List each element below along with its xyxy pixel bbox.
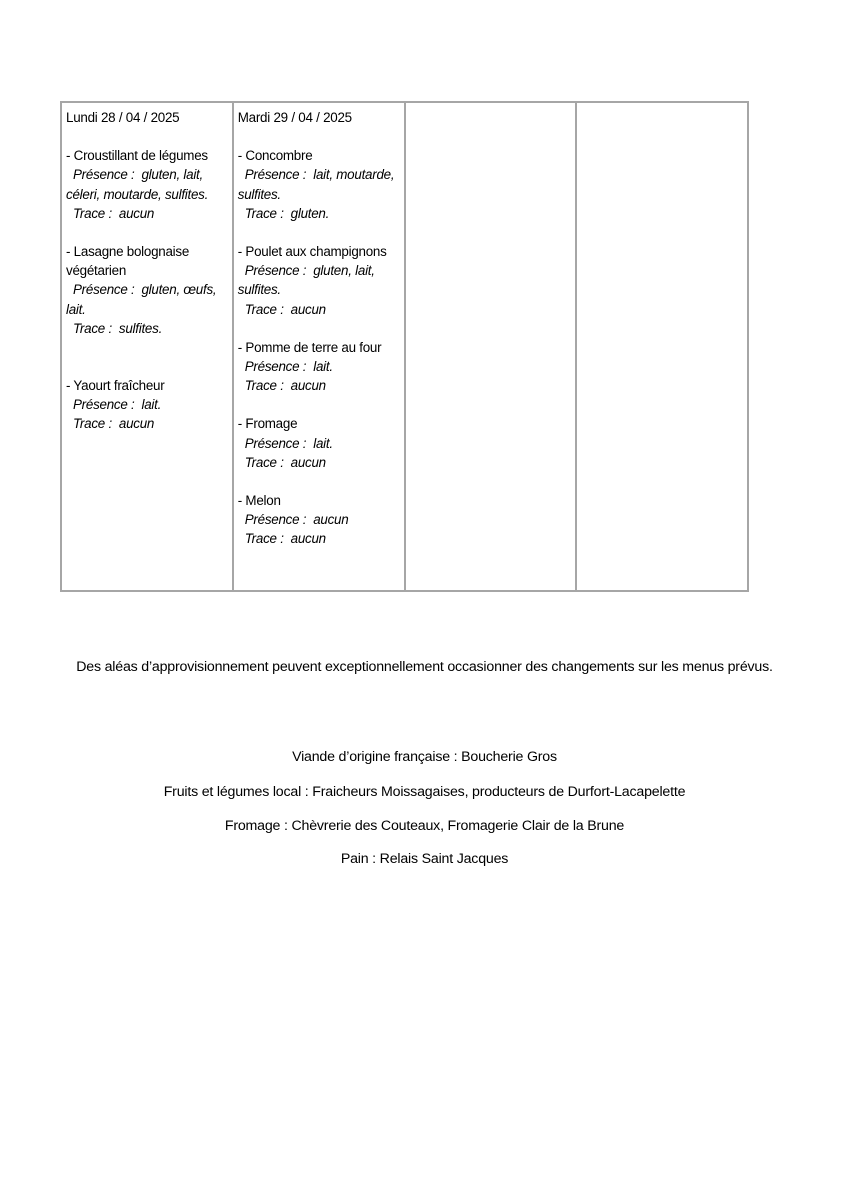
dish-name: - Concombre (237, 148, 313, 164)
trace-label: Trace : (73, 416, 112, 432)
dish-item (238, 242, 402, 319)
trace-line (238, 529, 402, 548)
presence-value: gluten, lait, sulfites. (237, 263, 375, 298)
presence-value: gluten, lait, céleri, moutarde, sulfites. (66, 167, 209, 202)
day-column-empty (576, 102, 748, 591)
day-date: Lundi 28 / 04 / 2025 (66, 110, 180, 125)
presence-line (66, 395, 230, 414)
dish-item (66, 376, 230, 434)
presence-value: lait, moutarde, sulfites. (237, 167, 395, 202)
presence-label: Présence : (73, 167, 135, 183)
trace-label: Trace : (73, 320, 112, 336)
day-date: Mardi 29 / 04 / 2025 (237, 110, 352, 125)
trace-line (66, 319, 230, 338)
day-column-tuesday (233, 102, 405, 591)
trace-label: Trace : (244, 378, 284, 394)
presence-line (238, 357, 402, 376)
dish-item (238, 414, 402, 472)
supply-notice: Des aléas d’approvisionnement peuvent exceptionnellement occasionner des changements sur les menus prévus. (76, 659, 773, 675)
dish-item (66, 242, 230, 338)
trace-label: Trace : (73, 205, 112, 221)
dish-name: - Pomme de terre au four (237, 339, 382, 355)
presence-value: lait. (313, 359, 333, 375)
presence-label: Présence : (73, 397, 135, 413)
dish-name: - Fromage (237, 416, 298, 432)
presence-label: Présence : (244, 167, 307, 183)
presence-value: gluten, œufs, lait. (66, 282, 217, 317)
trace-line (66, 204, 230, 223)
menu-table (60, 101, 749, 592)
trace-value: aucun (118, 205, 155, 221)
trace-label: Trace : (244, 454, 284, 470)
presence-line (66, 165, 230, 203)
dish-name: - Poulet aux champignons (237, 244, 387, 260)
dish-item (238, 491, 402, 549)
presence-value: aucun (313, 512, 349, 528)
dish-name: - Melon (237, 493, 281, 509)
presence-label: Présence : (244, 263, 307, 279)
presence-label: Présence : (73, 282, 135, 298)
presence-value: lait. (141, 397, 162, 413)
presence-line (238, 165, 402, 203)
supplier-line-meat: Viande d’origine française : Boucherie Gros (292, 749, 557, 765)
trace-value: aucun (290, 454, 326, 470)
trace-line (66, 414, 230, 433)
presence-label: Présence : (244, 435, 307, 451)
trace-line (238, 300, 402, 319)
trace-label: Trace : (244, 531, 284, 547)
presence-value: lait. (313, 435, 333, 451)
presence-line (238, 434, 402, 453)
trace-line (238, 453, 402, 472)
trace-value: gluten. (290, 205, 330, 221)
trace-value: aucun (290, 531, 326, 547)
trace-value: sulfites. (118, 320, 163, 336)
trace-line (238, 376, 402, 395)
trace-label: Trace : (244, 205, 284, 221)
presence-line (238, 261, 402, 299)
presence-line (238, 510, 402, 529)
dish-item (66, 146, 230, 223)
dish-name: - Yaourt fraîcheur (66, 378, 165, 394)
trace-label: Trace : (244, 301, 284, 317)
day-column-monday (61, 102, 233, 591)
day-column-empty (405, 102, 577, 591)
presence-label: Présence : (244, 359, 307, 375)
trace-value: aucun (290, 378, 326, 394)
menu-row (61, 102, 748, 591)
supplier-line-cheese: Fromage : Chèvrerie des Couteaux, Fromagerie Clair de la Brune (224, 818, 625, 834)
dish-name: - Lasagne bolognaise végétarien (66, 244, 190, 279)
trace-line (238, 204, 402, 223)
dish-item (238, 146, 402, 223)
trace-value: aucun (118, 416, 155, 432)
supplier-line-bread: Pain : Relais Saint Jacques (340, 851, 509, 867)
supplier-line-produce: Fruits et légumes local : Fraicheurs Moissagaises, producteurs de Durfort-Lacapelette (163, 784, 686, 800)
trace-value: aucun (290, 301, 326, 317)
dish-name: - Croustillant de légumes (66, 148, 208, 164)
presence-label: Présence : (244, 512, 307, 528)
presence-line (66, 280, 230, 318)
dish-item (238, 338, 402, 396)
